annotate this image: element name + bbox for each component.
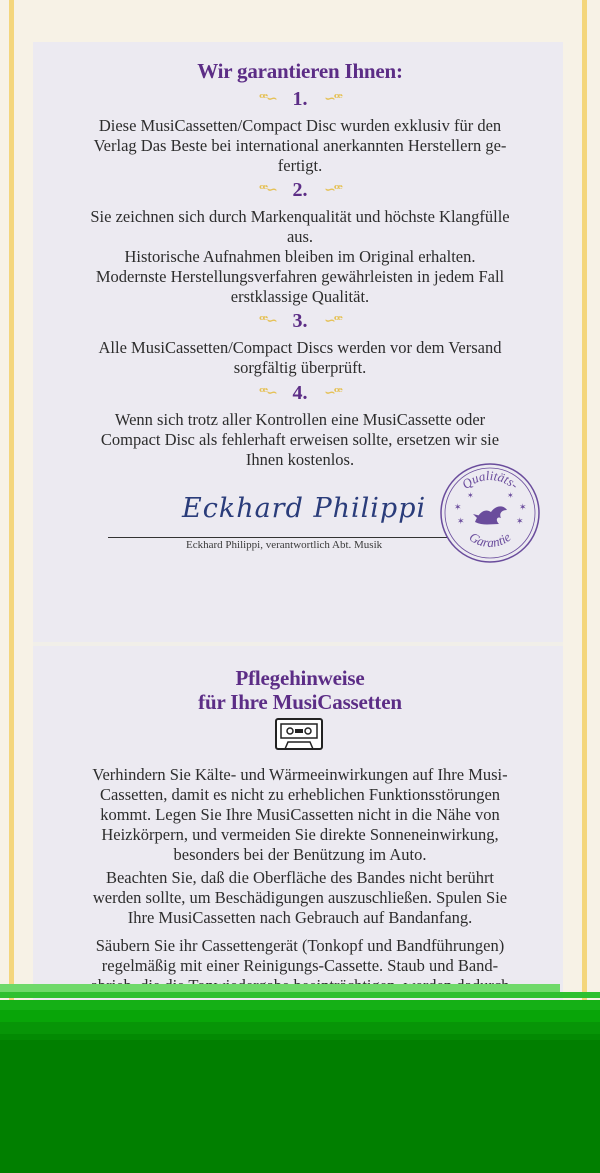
text-line: Sie zeichnen sich durch Markenqualität und höchste Klangfülle [90, 207, 510, 226]
svg-text:✶: ✶ [507, 491, 514, 500]
text-line: Modernste Herstellungsverfahren gewährleisten in jedem Fall [95, 267, 505, 286]
text-line: aus. [286, 227, 314, 246]
text-line: Beachten Sie, daß die Oberfläche des Bandes nicht berührt [105, 868, 495, 887]
item-number-label: 2. [292, 179, 308, 201]
seal-top-text: Qualitäts- [458, 467, 522, 492]
ornament-left-icon: ꟹ∽ [259, 386, 276, 402]
quality-seal-icon [439, 462, 541, 564]
text-line: Historische Aufnahmen bleiben im Original erhalten. [124, 247, 476, 266]
text-line: Ihre MusiCassetten nach Gebrauch auf Bandanfang. [127, 908, 473, 927]
item-number-label: 4. [292, 382, 308, 404]
item-number-label: 3. [292, 310, 308, 332]
item-number-3 [0, 310, 600, 333]
care-paragraph-1 [40, 765, 560, 865]
item-number-2 [0, 179, 600, 202]
svg-text:✶: ✶ [519, 503, 527, 513]
text-line: Wenn sich trotz aller Kontrollen eine MusiCassette oder [114, 410, 486, 429]
ornament-left-icon: ꟹ∽ [259, 183, 276, 199]
fold-line [33, 642, 563, 646]
right-border-stripe [582, 0, 587, 1000]
text-line: Säubern Sie ihr Cassettengerät (Tonkopf und Bandführungen) [95, 936, 505, 955]
item-number-label: 1. [292, 88, 308, 110]
care-heading-line1: Pflegehinweise [235, 666, 365, 690]
seal-bottom-text: Garantie [466, 529, 514, 550]
item-number-4 [0, 382, 600, 405]
text-line: Alle MusiCassetten/Compact Discs werden vor dem Versand [98, 338, 502, 357]
guarantee-paragraph-3 [40, 338, 560, 378]
text-line: Cassetten, damit es nicht zu erheblichen Funktionsstörungen [99, 785, 501, 804]
svg-text:✶: ✶ [454, 503, 462, 513]
care-heading-line2: für Ihre MusiCassetten [198, 690, 402, 714]
svg-text:✶: ✶ [467, 491, 474, 500]
text-line: Heizkörpern, und vermeiden Sie direkte Sonneneinwirkung, [101, 825, 499, 844]
guarantee-paragraph-4 [40, 410, 560, 470]
ornament-left-icon: ꟹ∽ [259, 92, 276, 108]
ornament-right-icon: ∽ꟹ [324, 183, 341, 199]
left-border-stripe [9, 0, 14, 1000]
text-line: Verhindern Sie Kälte- und Wärmeeinwirkungen auf Ihre Musi- [92, 765, 508, 784]
guarantee-paragraph-2 [40, 207, 560, 307]
care-paragraph-2 [40, 868, 560, 928]
ornament-left-icon: ꟹ∽ [259, 314, 276, 330]
svg-text:✶: ✶ [516, 517, 524, 527]
signature-caption: Eckhard Philippi, verantwortlich Abt. Musik [186, 539, 383, 551]
handwritten-signature: Eckhard Philippi [182, 493, 427, 524]
ornament-right-icon: ∽ꟹ [324, 386, 341, 402]
text-line: Compact Disc als fehlerhaft erweisen sollte, ersetzen wir sie [100, 430, 500, 449]
svg-text:Garantie [467, 529, 514, 550]
text-line: regelmäßig mit einer Reinigungs-Cassette. Staub und Band- [101, 956, 499, 975]
text-line: werden sollte, um Beschädigungen auszuschließen. Spulen Sie [92, 888, 508, 907]
text-line: Diese MusiCassetten/Compact Disc wurden exklusiv für den [98, 116, 502, 135]
signature-line [108, 537, 448, 538]
guarantee-paragraph-1 [40, 116, 560, 176]
text-line: Verlag Das Beste bei international anerkannten Herstellern ge- [93, 136, 507, 155]
svg-text:Qualitäts- [459, 468, 522, 492]
text-line: fertigt. [277, 156, 323, 175]
svg-text:✶: ✶ [457, 517, 465, 527]
item-number-1 [0, 88, 600, 111]
cassette-icon [275, 718, 323, 750]
text-line: sorgfältig überprüft. [233, 358, 367, 377]
text-line: erstklassige Qualität. [230, 287, 370, 306]
text-line: besonders bei der Benützung im Auto. [173, 845, 427, 864]
ornament-right-icon: ∽ꟹ [324, 92, 341, 108]
green-overlay [0, 1000, 600, 1173]
text-line: kommt. Legen Sie Ihre MusiCassetten nicht in die Nähe von [100, 805, 500, 824]
ornament-right-icon: ∽ꟹ [324, 314, 341, 330]
guarantee-heading: Wir garantieren Ihnen: [197, 59, 403, 83]
text-line: Ihnen kostenlos. [245, 450, 355, 469]
